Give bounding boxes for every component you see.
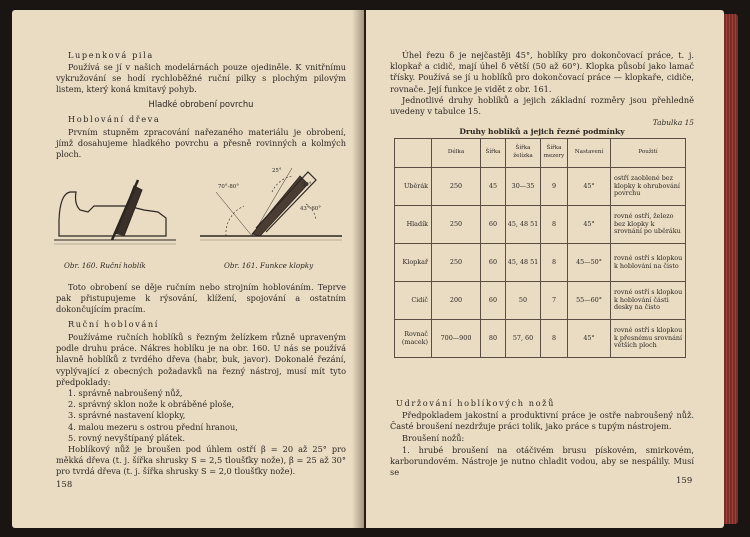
table-cell: ostří zaoblené bez klopky k ohrubování povrchu	[611, 168, 686, 206]
angle-label-3: 30°	[302, 182, 312, 188]
table-cell: 200	[432, 282, 481, 320]
paragraph-udrzovani: Předpokladem jakostní a produktivní práce je ostře nabroušený nůž. Časté broušení nezdržuje práci tolik, jako práce s tupým nástrojem.	[390, 410, 694, 432]
table-header-cell: Šířka želízka	[506, 139, 541, 168]
paragraph-brouseni-label: Broušení nožů:	[402, 433, 465, 443]
page-number-left: 158	[56, 480, 73, 490]
angle-label-2: 25°	[272, 168, 282, 174]
table-cell: 45—50°	[568, 244, 611, 282]
table-row	[395, 282, 686, 320]
table-title: Druhy hoblíků a jejich řezné podmínky	[459, 127, 625, 136]
table-cell: rovné ostří s klopkou k přesnému srovnání větších ploch	[611, 320, 686, 358]
table-cell: Rovnač (macek)	[395, 320, 432, 358]
table-row	[395, 244, 686, 282]
list-item: 5. rovný nevyštípaný plátek.	[68, 432, 185, 443]
list-item: 2. správný sklon nože k obráběné ploše,	[68, 399, 235, 410]
table-cell: rovné ostří s klopkou k hoblování části desky na čisto	[611, 282, 686, 320]
requirements-list	[68, 388, 338, 444]
paragraph-hoblovani: Prvním stupněm zpracování nařezaného materiálu je obrobení, jímž dosahujeme hladkého povrchu a přesně rovinných a kolmých ploch.	[56, 127, 346, 160]
section-title: Hladké obrobení povrchu	[148, 99, 254, 109]
table-cell: 45, 48 51	[506, 206, 541, 244]
paragraph-jednotlive: Jednotlivé druhy hoblíků a jejich základní rozměry jsou přehledně uvedeny v tabulce 15.	[390, 95, 694, 117]
table-cell: 45°	[568, 206, 611, 244]
table-header-cell: Šířka	[481, 139, 506, 168]
figure-160-caption: Obr. 160. Ruční hoblík	[64, 261, 146, 270]
figure-161-caption: Obr. 161. Funkce klopky	[224, 261, 314, 270]
table-cell: 30—35	[506, 168, 541, 206]
table-cell: 700—900	[432, 320, 481, 358]
heading-udrzovani: Udržování hoblíkových nožů	[396, 398, 555, 408]
table-cell: 55—60°	[568, 282, 611, 320]
left-page	[12, 10, 364, 528]
table-header-cell: Použití	[611, 139, 686, 168]
table-row	[395, 206, 686, 244]
list-item: 3. správné nastavení klopky,	[68, 410, 186, 421]
table-cell: 45	[481, 168, 506, 206]
hoblik-table	[394, 138, 686, 358]
table-cell: 250	[432, 206, 481, 244]
page-number-right: 159	[676, 476, 693, 486]
heading-pila: Lupenková pila	[68, 50, 154, 60]
right-page	[366, 10, 724, 528]
angle-label-1: 70°-80°	[218, 184, 239, 190]
figure-161-plane-iron	[196, 162, 346, 252]
paragraph-hrube: 1. hrubé broušení na otáčivém brusu pískovém, smirkovém, karborundovém. Nástroje je nutno chladit vodou, aby se nespálily. Musí se	[390, 445, 694, 478]
table-cell: 7	[541, 282, 568, 320]
table-cell: 57, 60	[506, 320, 541, 358]
table-cell: 250	[432, 244, 481, 282]
table-cell: 8	[541, 206, 568, 244]
table-cell: 250	[432, 168, 481, 206]
table-cell: rovné ostří s klopkou k hoblování na čisto	[611, 244, 686, 282]
table-cell: 45, 48 51	[506, 244, 541, 282]
table-cell: rovné ostří, železo bez klopky k srovnání po uběráku	[611, 206, 686, 244]
table-header-cell	[395, 139, 432, 168]
table-cell: Uběrák	[395, 168, 432, 206]
heading-rucni: Ruční hoblování	[68, 319, 159, 329]
list-item: 1. správně nabroušený nůž,	[68, 388, 183, 398]
table-cell: 9	[541, 168, 568, 206]
table-row	[395, 168, 686, 206]
page-edges	[724, 14, 738, 524]
table-cell: 60	[481, 206, 506, 244]
table-header-cell: Délka	[432, 139, 481, 168]
figure-160-hand-plane	[54, 170, 184, 254]
table-header-row	[395, 139, 686, 168]
heading-hoblovani: Hoblování dřeva	[68, 114, 161, 124]
paragraph-brouseni: Hoblíkový nůž je broušen pod úhlem ostří β = 20 až 25° pro měkká dřeva (t. j. šířka shrusky S = 2,5 tloušťky nože), β = 25 až 30° pro tvrdá dřeva (t. j. šířka shrusky S = 2,0 tloušťky nože).	[56, 444, 346, 477]
list-item: 4. malou mezeru s ostrou přední hranou,	[68, 421, 238, 432]
paragraph-pila: Používá se jí v našich modelárnách pouze ojediněle. K vnitřnímu vykružování se hodí rychloběžné ruční pilky s plochým pilovým listem, který koná kmitavý pohyb.	[56, 62, 346, 95]
table-cell: Cidič	[395, 282, 432, 320]
table-cell: Hladík	[395, 206, 432, 244]
table-cell: 8	[541, 244, 568, 282]
table-label: Tabulka 15	[652, 118, 694, 127]
table-cell: 8	[541, 320, 568, 358]
table-cell: 60	[481, 282, 506, 320]
table-cell: 80	[481, 320, 506, 358]
table-cell: Klopkař	[395, 244, 432, 282]
table-row	[395, 320, 686, 358]
table-cell: 60	[481, 244, 506, 282]
paragraph-toto: Toto obrobení se děje ručním nebo strojním hoblováním. Teprve pak přistupujeme k rýsování, klížení, spojování a ostatním dokončujícím pracím.	[56, 282, 346, 315]
paragraph-rucni: Používáme ručních hoblíků s řezným želízkem různě upraveným podle druhu práce. Nákres hoblíku je na obr. 160. U nás se používá hlavně hoblíků z tvrdého dřeva (habr, buk, javor). Dokonalé řezání, vyplývající z obecných požadavků na řezný nástroj, musí mít tyto předpoklady:	[56, 332, 346, 387]
table-cell: 45°	[568, 168, 611, 206]
table-header-cell: Šířka mezery	[541, 139, 568, 168]
table-cell: 45°	[568, 320, 611, 358]
paragraph-uhel: Úhel řezu δ je nejčastěji 45°, hoblíky pro dokončovací práce, t. j. klopkař a cidič, mají úhel δ větší (50 až 60°). Klopka působí jako lamač třísky. Používá se jí u hoblíků pro dokončovací práce — klopkaře, cidiče, rovnače. Její funkce je vidět z obr. 161.	[390, 50, 694, 94]
table-cell: 50	[506, 282, 541, 320]
table-header-cell: Nastavení	[568, 139, 611, 168]
angle-label-4: 43°-60°	[300, 206, 321, 212]
